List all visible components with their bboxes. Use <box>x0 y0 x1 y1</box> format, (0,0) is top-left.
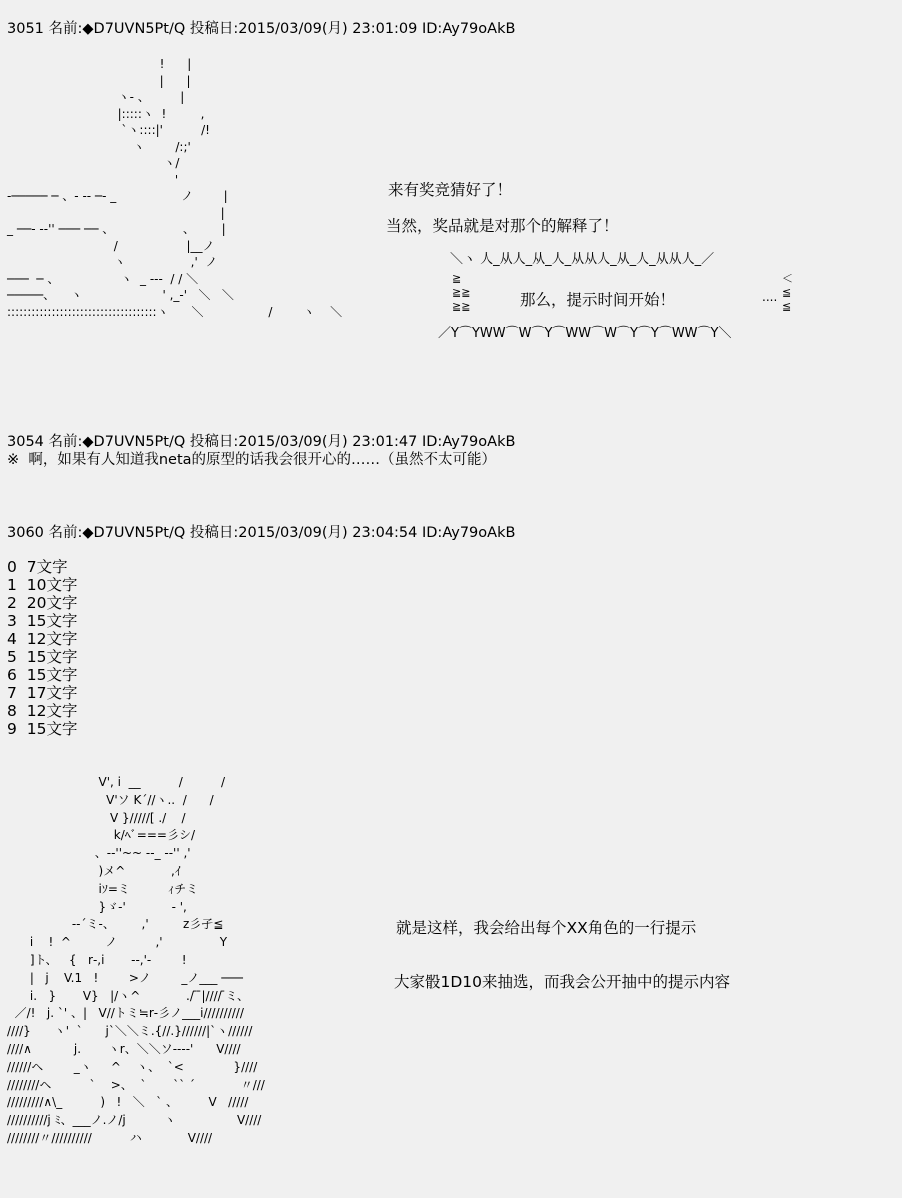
dialog-line: 来有奖竞猜好了！ <box>388 181 513 199</box>
roll-table <box>7 558 77 738</box>
ascii-art: V', i __ / / V'ソ K´//ヽ.. / / V }/////[ ./ / k/ﾍﾞ===彡シ/ 、-‐''~~ ‐-_ ‐‐'' ,' )メ^ ,ｲ iｿ=ミ ｨチミ }ゞ-' ‐ ', ‐‐´ミ‐、 ,' z彡孑≦ i ! ^ ノ ,' Y ]ト、 { r‐,i ‐‐,'‐ ! | j V.1 ! >ノ _ノ___ ─── i. } V} |/ヽ^ ./ ̄ ̄|//// ̄ミ、 ／/! j. `' 、| V//トミ≒r‐彡ノ___i////////// ////} ヽ' ` j`＼＼ミ.{//.}//////|`ヽ////// ////∧ j. ヽr、＼＼ソ‐‐‐‐' V//// //////ヘ _ヽ ^ ヽ、 `< }//// ////////ヘ ` >、 ` `` ´ 〃/// /////////∧\_ ) ! ＼ ` 、 V ///// //////////j ﾐ、___ノ.ノ/j ヽ V//// ////////〃////////// ハ V//// <box>7 775 265 1145</box>
list-item: 8 12文字 <box>7 702 78 720</box>
list-item: 6 15文字 <box>7 666 78 684</box>
bubble-dots: .... <box>762 290 778 304</box>
ascii-art: ! | | | ヽ‐ 、 | |:::::ヽ ! , `ヽ::::|' /! ヽ /:;' ヽ/ ' ‐───── ─ 、‐ -- ─- _ ノ | | _ ──- -‐'' ─── ── 、 、 | / |__ノ ヽ ,' ノ ─── ─ 、 ヽ _ ‐-‐ / / ＼ ─────、 ヽ ' ,_‐' ＼ ＼ :::::::::::::::::::::::::::::::::::::ヽ ＼ / ヽ ＼ <box>7 57 343 319</box>
list-item: 4 12文字 <box>7 630 78 648</box>
dialog-line: 当然，奖品就是对那个的解释了！ <box>386 217 619 235</box>
list-item: 5 15文字 <box>7 648 78 666</box>
list-item: 7 17文字 <box>7 684 78 702</box>
dialog-line: 大家骰1D10来抽选，而我会公开抽中的提示内容 <box>394 973 731 991</box>
bubble-right-border: ＜ ≦ ≦ <box>782 272 793 313</box>
post-header: 3060 名前:◆D7UVN5Pt/Q 投稿日:2015/03/09(月) 23:04:54 ID:Ay79oAkB <box>7 525 516 541</box>
list-item: 1 10文字 <box>7 576 78 594</box>
bubble-left-border: ≧ ≧≧ ≧≧ <box>452 272 471 313</box>
list-item: 0 7文字 <box>7 558 68 576</box>
bubble-text: 那么，提示时间开始！ <box>520 291 676 309</box>
post-note: ※ 啊，如果有人知道我neta的原型的话我会很开心的……（虽然不太可能） <box>7 452 497 468</box>
bubble-top-border: ＼ヽ 人_从人_从_人_从从人_从_人_从从人_／ <box>450 252 715 267</box>
bubble-bottom-border: ／Y⌒YWW⌒W⌒Y⌒WW⌒W⌒Y⌒Y⌒WW⌒Y＼ <box>438 326 732 341</box>
list-item: 3 15文字 <box>7 612 78 630</box>
post-header: 3051 名前:◆D7UVN5Pt/Q 投稿日:2015/03/09(月) 23:01:09 ID:Ay79oAkB <box>7 21 516 37</box>
list-item: 9 15文字 <box>7 720 78 738</box>
list-item: 2 20文字 <box>7 594 78 612</box>
post-header: 3054 名前:◆D7UVN5Pt/Q 投稿日:2015/03/09(月) 23:01:47 ID:Ay79oAkB <box>7 434 516 450</box>
dialog-line: 就是这样，我会给出每个XX角色的一行提示 <box>396 919 697 937</box>
